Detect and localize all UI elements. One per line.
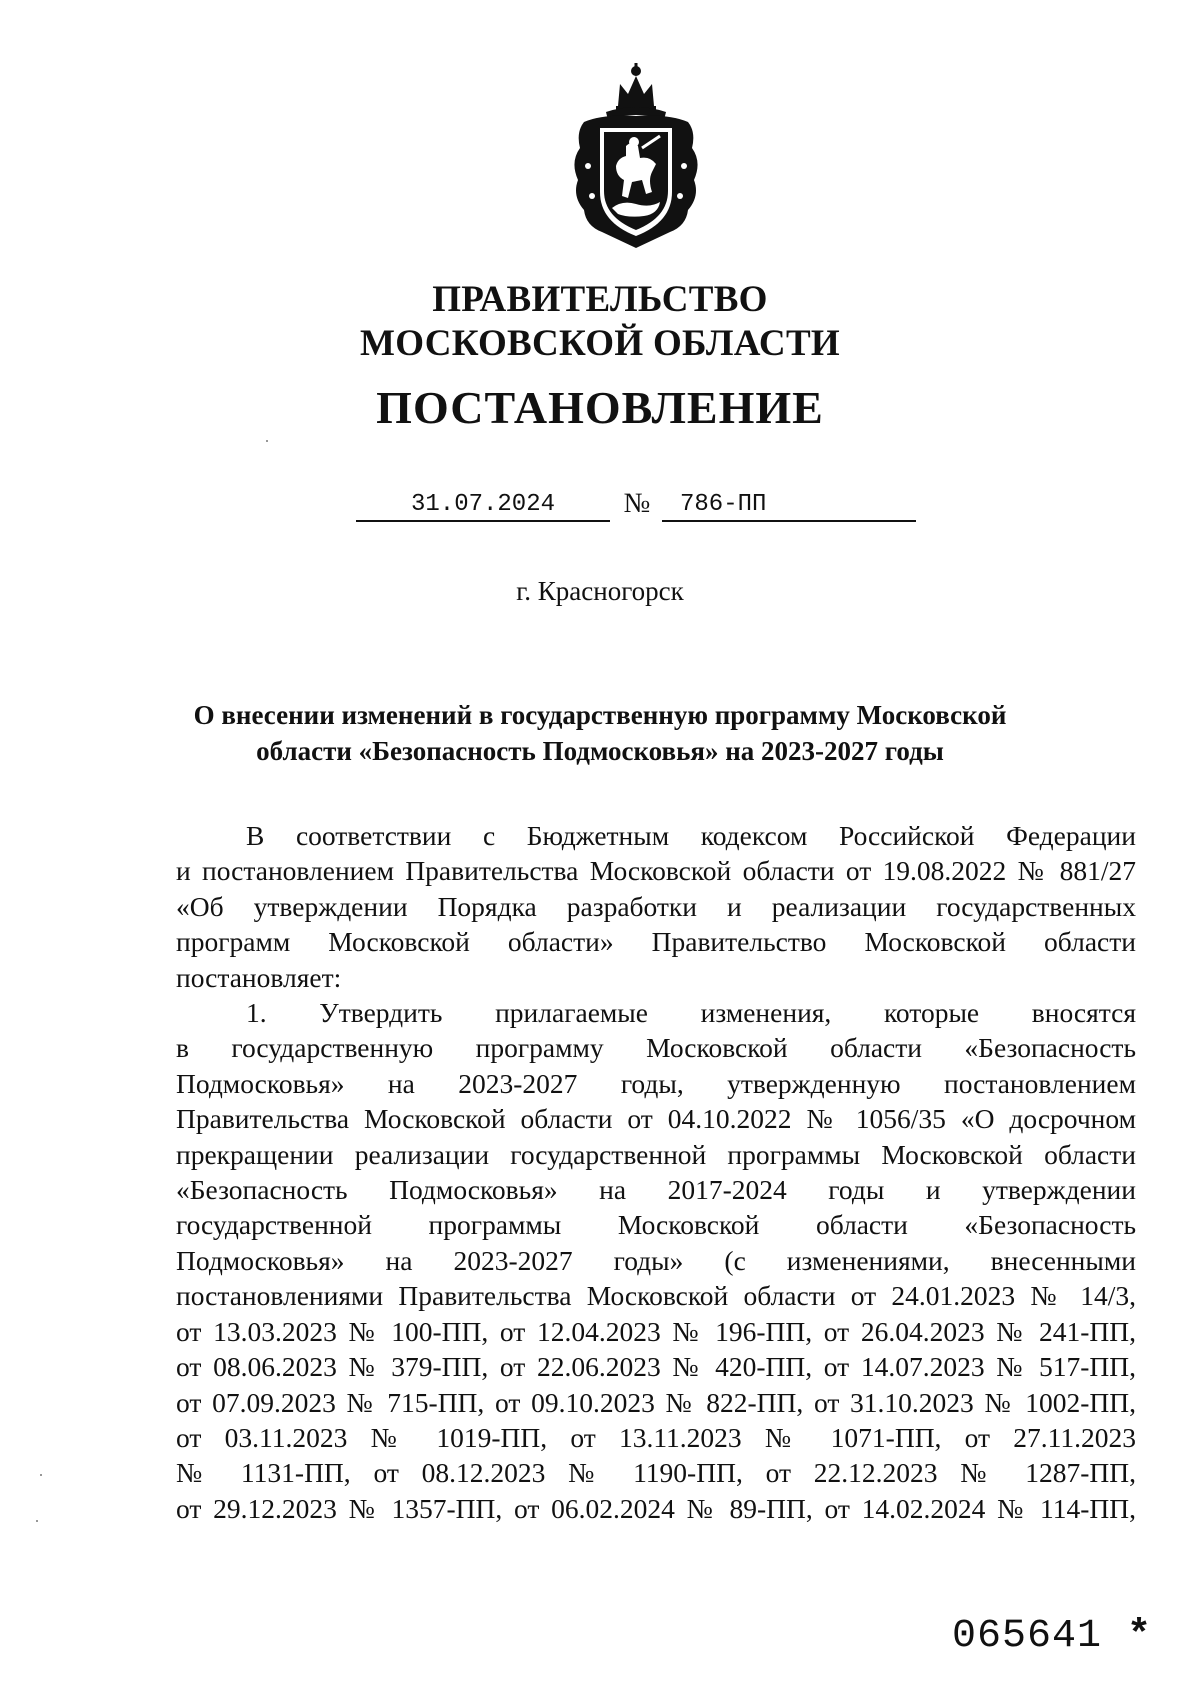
body-line: программ Московской области» Правительство Московской области [176,926,1136,958]
body-line: от 07.09.2023 № 715-ПП, от 09.10.2023 № 822-ПП, от 31.10.2023 № 1002-ПП, [176,1386,1136,1418]
body-line: «Об утверждении Порядка разработки и реализации государственных [176,890,1136,922]
city: г. Красногорск [516,576,684,606]
body-line: 1. Утвердить прилагаемые изменения, которые вносятся [246,997,1136,1029]
serial-value: 065641 [951,1614,1102,1659]
body-line: № 1131-ПП, от 08.12.2023 № 1190-ПП, от 22.12.2023 № 1287-ПП, [176,1457,1136,1489]
document-subject [0,697,1200,769]
body-line: «Безопасность Подмосковья» на 2017-2024 годы и утверждении [176,1174,1136,1206]
body-line: от 13.03.2023 № 100-ПП, от 12.04.2023 № 196-ПП, от 26.04.2023 № 241-ПП, [176,1315,1136,1347]
coat-of-arms-icon [566,62,706,252]
authority-line-2: МОСКОВСКОЙ ОБЛАСТИ [359,323,841,364]
body-line: от 29.12.2023 № 1357-ПП, от 06.02.2024 № 89-ПП, от 14.02.2024 № 114-ПП, [176,1492,1136,1524]
document-date: 31.07.2024 [410,491,556,518]
body-line: от 08.06.2023 № 379-ПП, от 22.06.2023 № 420-ПП, от 14.07.2023 № 517-ПП, [176,1351,1136,1383]
serial-mark: * [1126,1614,1152,1659]
body-line: постановляет: [176,961,342,993]
body-line: в государственную программу Московской области «Безопасность [176,1032,1136,1064]
document-number: 786-ПП [680,491,767,518]
number-underline [662,520,916,522]
document-type: ПОСТАНОВЛЕНИЕ [376,382,824,433]
body-line: и постановлением Правительства Московской области от 19.08.2022 № 881/27 [176,855,1136,887]
subject-line-2: области «Безопасность Подмосковья» на 2023-2027 годы [256,736,944,766]
body-line: Правительства Московской области от 04.10.2022 № 1056/35 «О досрочном [176,1103,1136,1135]
paragraph-item-1 [176,995,1136,1526]
scan-speck [40,1474,42,1476]
date-underline [356,520,610,522]
number-sign: № [623,488,651,519]
form-serial-number [952,1614,1152,1660]
subject-line-1: О внесении изменений в государственную программу Московской [193,700,1007,730]
body-line: от 03.11.2023 № 1019-ПП, от 13.11.2023 № 1071-ПП, от 27.11.2023 [176,1421,1136,1453]
body-line: Подмосковья» на 2023-2027 годы» (с изменениями, внесенными [176,1244,1136,1276]
scan-speck [36,1520,38,1522]
issuing-authority [0,278,1200,366]
body-line: Подмосковья» на 2023-2027 годы, утвержденную постановлением [176,1067,1136,1099]
paragraph-preamble [176,818,1136,995]
body-line: В соответствии с Бюджетным кодексом Российской Федерации [246,820,1136,851]
date-number-line [356,478,916,522]
authority-line-1: ПРАВИТЕЛЬСТВО [432,279,768,320]
body-line: прекращении реализации государственной программы Московской области [176,1138,1136,1170]
body-line: постановлениями Правительства Московской области от 24.01.2023 № 14/3, [176,1280,1136,1312]
scan-speck [266,440,268,442]
document-body [176,818,1136,1526]
body-line: государственной программы Московской области «Безопасность [176,1209,1136,1241]
